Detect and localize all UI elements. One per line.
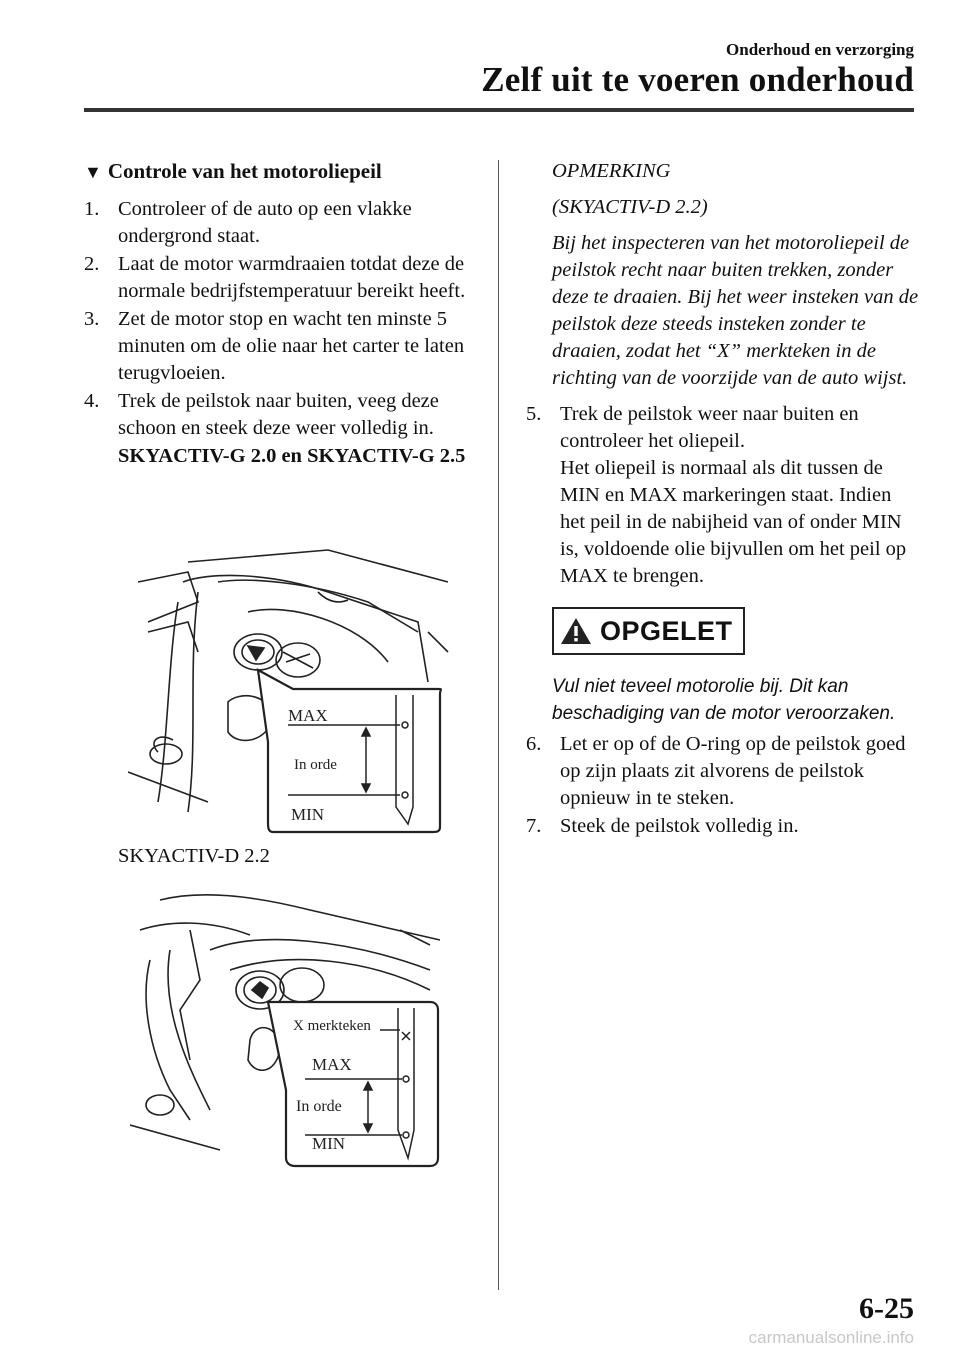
ok-label-1: In orde — [294, 757, 337, 773]
warning-icon — [560, 617, 592, 645]
watermark: carmanualsonline.info — [748, 1328, 914, 1347]
section-header: Onderhoud en verzorging — [726, 40, 914, 59]
min-label-2: MIN — [312, 1134, 346, 1153]
note-block — [526, 158, 921, 392]
section-title: ▼ Controle van het motoroliepeil — [84, 159, 382, 183]
step-2: 2. Laat de motor warmdraaien totdat deze de normale bedrijfstemperatuur bereikt heeft. — [84, 253, 466, 302]
steps-list-2 — [526, 401, 921, 590]
caution-box — [552, 607, 745, 655]
ok-label-2: In orde — [296, 1098, 342, 1115]
step-3: 3. Zet de motor stop en wacht ten minste 5 minuten om de olie naar het carter te laten terugvloeien. — [84, 308, 465, 384]
steps-list — [84, 196, 474, 442]
caution-text: Vul niet teveel motorolie bij. Dit kan beschadiging van de motor veroorzaken. — [552, 676, 896, 724]
note-subtitle: (SKYACTIV-D 2.2) — [552, 196, 708, 218]
step-5-detail: Het oliepeil is normaal als dit tussen de MIN en MAX markeringen staat. Indien het peil in de nabijheid van of onder MIN is, voldoende olie bijvullen om het peil op MAX te brengen. — [560, 457, 907, 587]
chapter-title: Zelf uit te voeren onderhoud — [481, 60, 914, 99]
note-text: Bij het inspecteren van het motoroliepeil de peilstok recht naar buiten trekken, zonder deze te draaien. Bij het weer insteken van de peilstok deze steeds insteken zonder te draaien, zodat het “X” merkteken in de richting van de voorzijde van de auto wijst. — [552, 232, 919, 389]
step-6: 6. Let er op of de O-ring op de peilstok goed op zijn plaats zit alvorens de peilstok opnieuw in te steken. — [526, 733, 906, 809]
dipstick-figure-skyactiv-d — [130, 890, 450, 1172]
step-1: 1. Controleer of de auto op een vlakke ondergrond staat. — [84, 198, 412, 247]
figure-2-caption — [84, 843, 474, 870]
x-mark-label: X merkteken — [293, 1018, 371, 1034]
triangle-down-icon: ▼ — [84, 162, 102, 182]
left-column — [84, 158, 474, 470]
right-column — [526, 158, 921, 841]
step-4: 4. Trek de peilstok naar buiten, veeg deze schoon en steek deze weer volledig in. — [84, 390, 439, 439]
min-label-1: MIN — [291, 805, 325, 824]
step-5: 5. Trek de peilstok weer naar buiten en controleer het oliepeil. Het oliepeil is normaal als dit tussen de MIN en MAX markeringen staat. Indien het peil in de nabijheid van of onder MIN is, voldoende olie bijvullen om het peil op MAX te brengen. — [526, 403, 907, 587]
note-title: OPMERKING — [552, 160, 671, 182]
page-number: 6-25 — [859, 1292, 914, 1325]
step-7: 7. Steek de peilstok volledig in. — [526, 815, 799, 837]
figure-1-label: SKYACTIV-G 2.0 en SKYACTIV-G 2.5 — [118, 445, 466, 467]
max-label-1: MAX — [288, 706, 328, 725]
figure-2-label: SKYACTIV-D 2.2 — [118, 845, 270, 867]
dipstick-figure-skyactiv-g — [128, 542, 458, 842]
steps-list-3 — [526, 731, 921, 840]
header-rule — [84, 108, 914, 112]
caution-word: OPGELET — [600, 615, 733, 646]
column-divider — [498, 160, 499, 1290]
max-label-2: MAX — [312, 1055, 352, 1074]
